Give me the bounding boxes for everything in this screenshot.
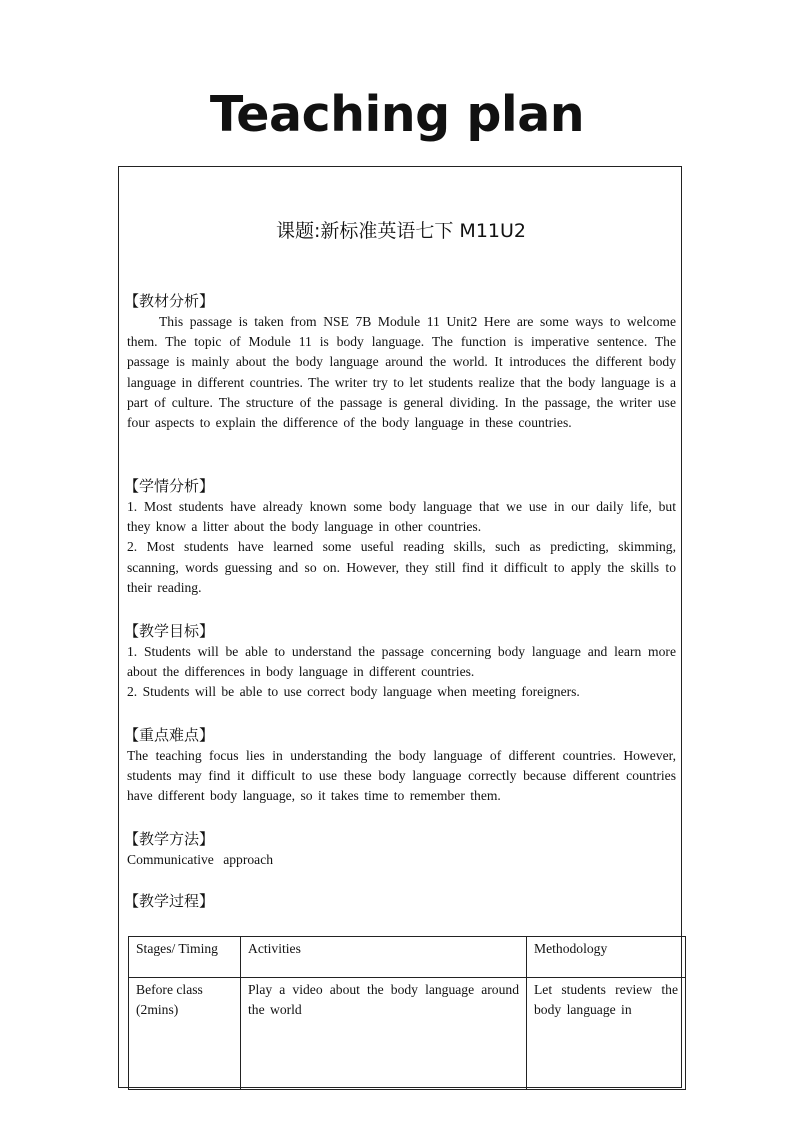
paragraph: The teaching focus lies in understanding the body language of different countries. However, students may find it difficult to use these body language correctly because different countries have different body language, so it takes time to remember them. <box>127 748 676 804</box>
section-body <box>127 497 676 598</box>
section-teaching-methods <box>124 828 676 870</box>
lesson-title: 课题:新标准英语七下 M11U2 <box>275 220 526 242</box>
table-header-cell: Stages/ Timing <box>129 937 241 978</box>
table-cell: Play a video about the body language around the world <box>241 978 527 1090</box>
paragraph: 1. Most students have already known some body language that we use in our daily life, but they know a litter about the body language in other countries. <box>127 499 676 535</box>
paragraph: 2. Students will be able to use correct body language when meeting foreigners. <box>127 684 580 700</box>
section-heading: 【重点难点】 <box>124 726 215 744</box>
table-header-cell: Methodology <box>527 937 686 978</box>
page-title: Teaching plan <box>209 86 585 143</box>
section-key-points <box>124 724 676 807</box>
section-learner-analysis <box>124 475 676 598</box>
section-body <box>127 746 676 807</box>
section-heading: 【教学过程】 <box>124 892 215 910</box>
section-teaching-process <box>124 890 676 912</box>
section-heading: 【教学方法】 <box>124 830 215 848</box>
section-body <box>127 850 676 870</box>
table-cell: Before class (2mins) <box>129 978 241 1090</box>
section-heading: 【教材分析】 <box>124 292 215 310</box>
paragraph: Communicative approach <box>127 852 274 867</box>
table-header-cell: Activities <box>241 937 527 978</box>
paragraph: This passage is taken from NSE 7B Module 11 Unit2 Here are some ways to welcome them. The topic of Module 11 is body language. The function is imperative sentence. The passage is mainly about the body language around the world. It introduces the different body language in different countries. The writer try to let students realize that the body language is a part of culture. The structure of the passage is general dividing. In the passage, the writer use four aspects to explain the difference of the body language in these countries. <box>127 314 676 431</box>
section-teaching-objectives <box>124 620 676 703</box>
section-body <box>127 312 676 433</box>
table-header-row <box>129 937 686 978</box>
section-textbook-analysis <box>124 290 676 433</box>
section-heading: 【教学目标】 <box>124 622 215 640</box>
section-body <box>127 642 676 703</box>
paragraph: 2. Most students have learned some useful reading skills, such as predicting, skimming, scanning, words guessing and so on. However, they still find it difficult to apply the skills to their reading. <box>127 539 676 595</box>
section-heading: 【学情分析】 <box>124 477 215 495</box>
process-table <box>128 936 686 1090</box>
table-row <box>129 978 686 1090</box>
table-cell: Let students review the body language in <box>527 978 686 1090</box>
paragraph: 1. Students will be able to understand the passage concerning body language and learn more about the differences in body language in different countries. <box>127 644 676 680</box>
